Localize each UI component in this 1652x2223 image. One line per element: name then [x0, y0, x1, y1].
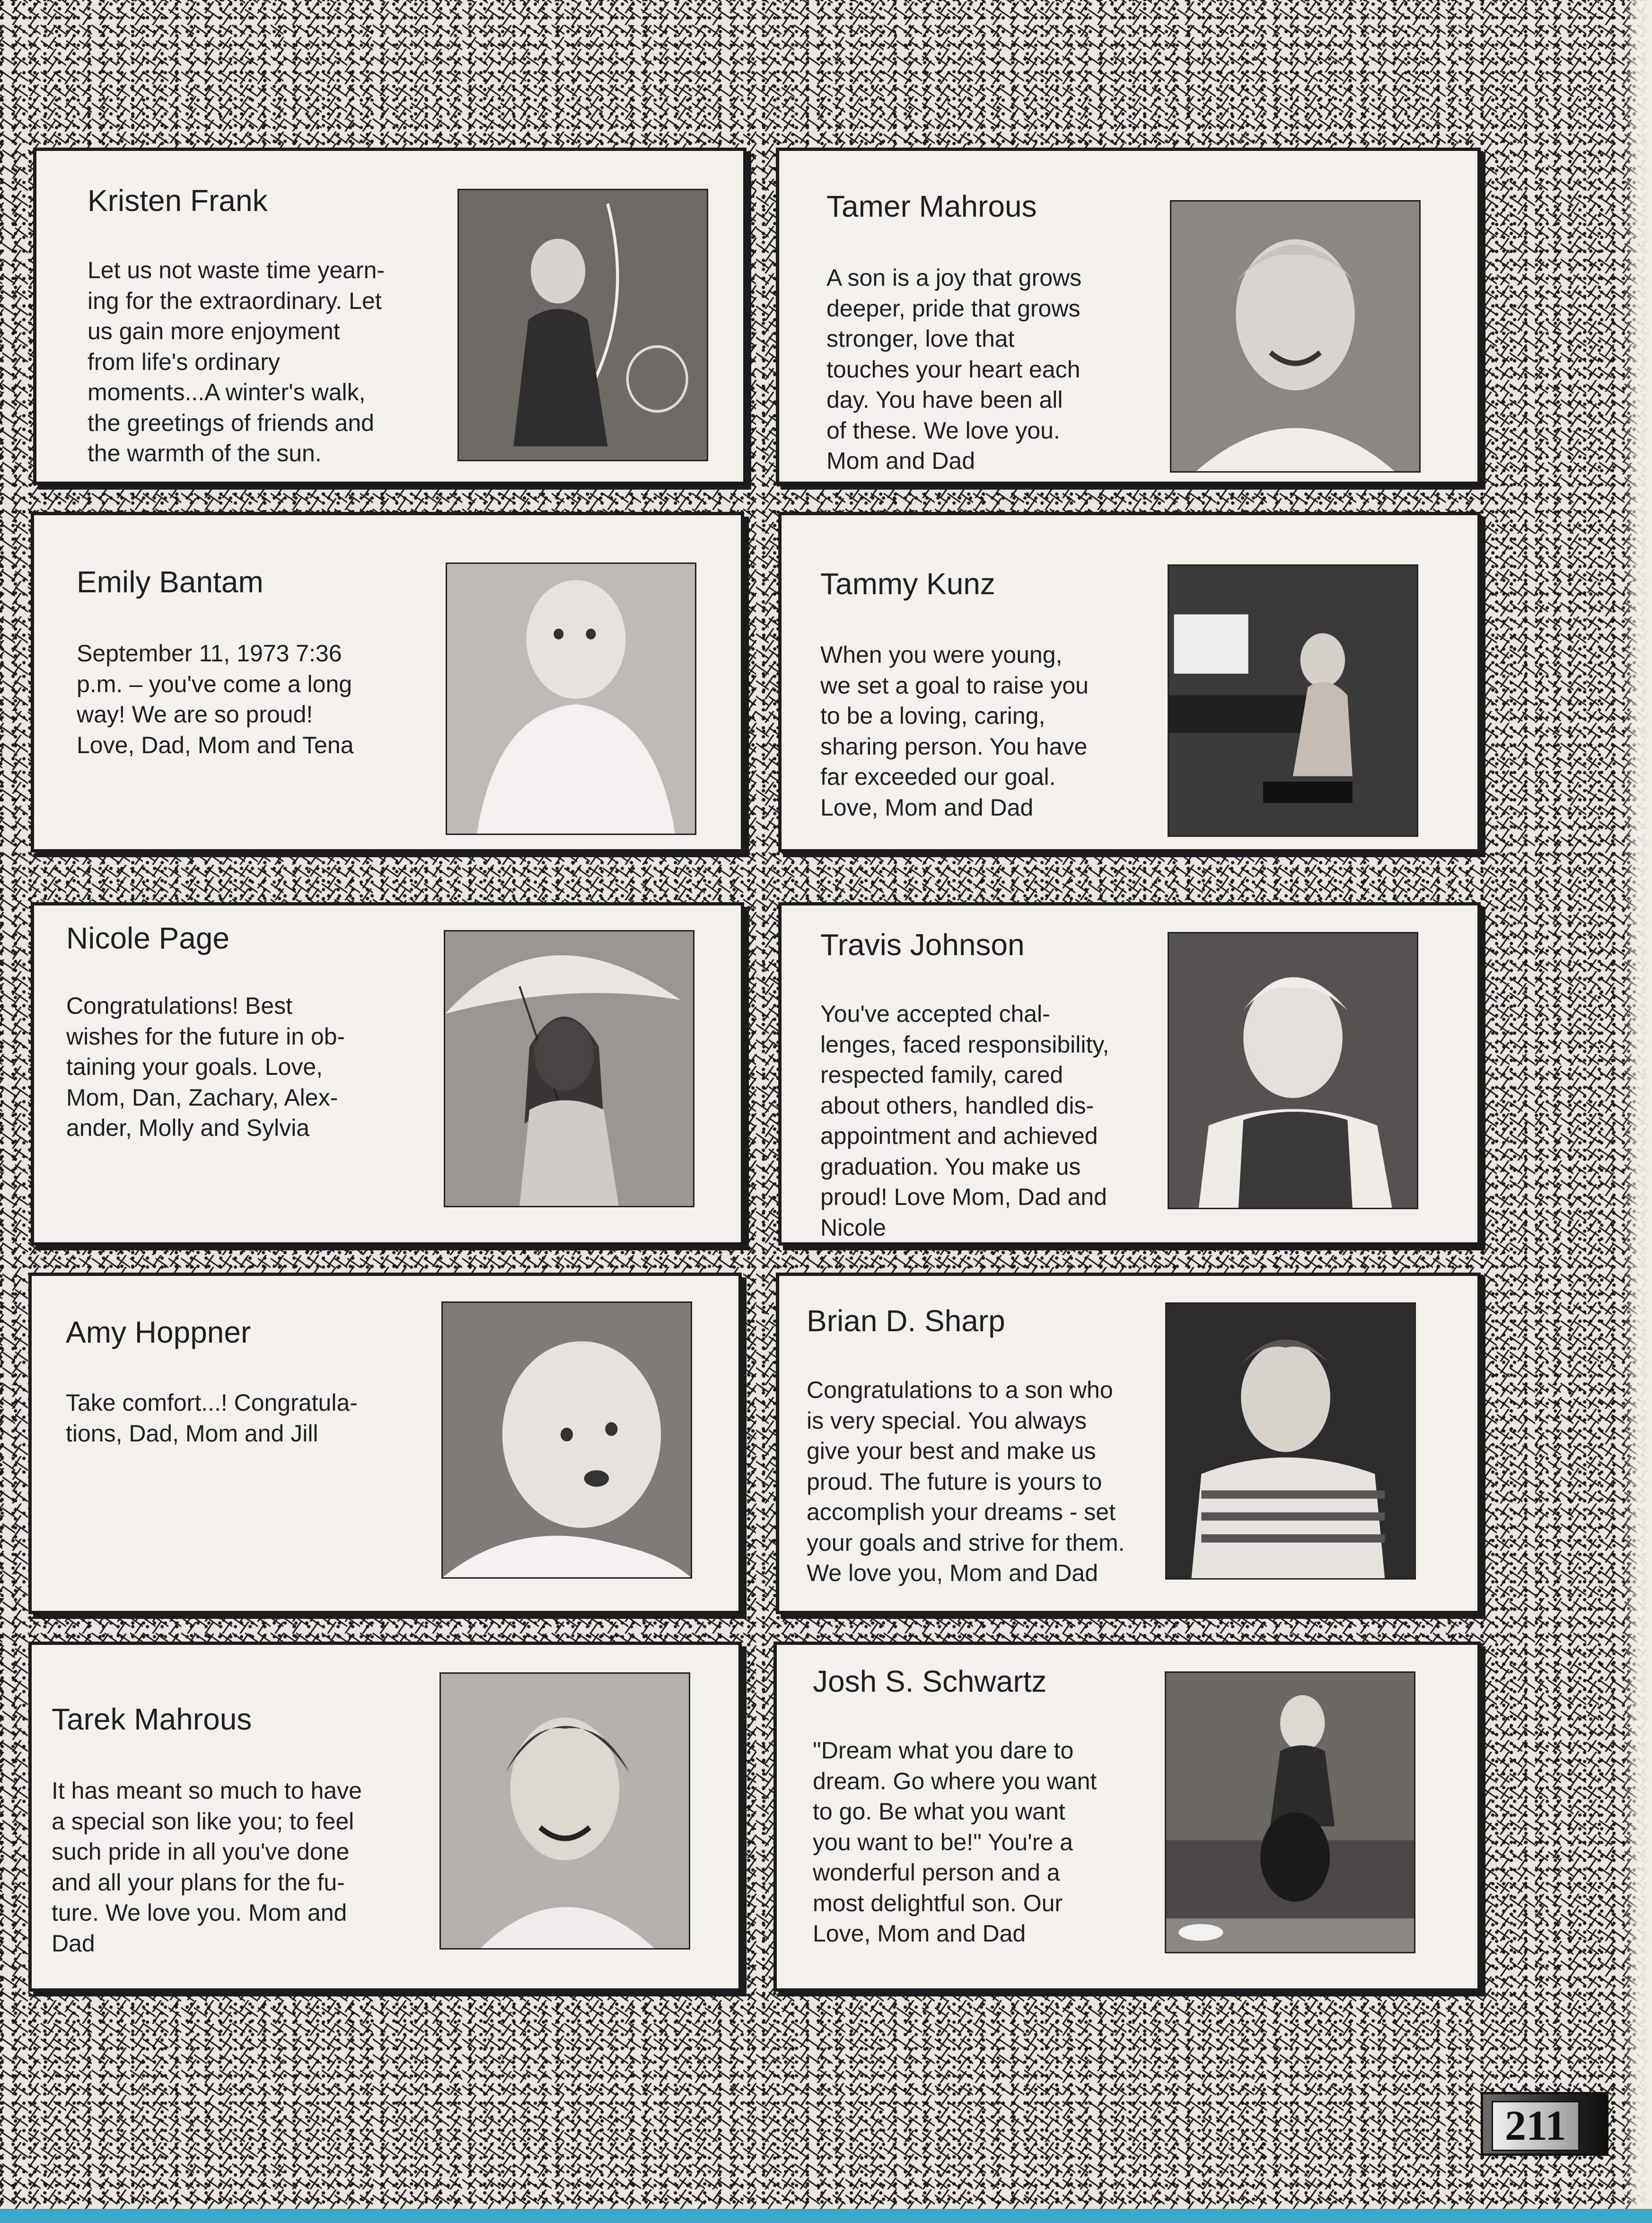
bottom-edge-strip [0, 2209, 1652, 2223]
student-name: Travis Johnson [820, 928, 1025, 962]
student-name: Josh S. Schwartz [813, 1664, 1047, 1698]
boy-portrait-photo [1170, 200, 1421, 473]
boy-with-dog-photo [1165, 1671, 1415, 1953]
student-name: Tammy Kunz [820, 567, 995, 601]
student-name: Emily Bantam [77, 565, 264, 599]
tribute-card-josh-s-schwartz [773, 1642, 1481, 1992]
binding-shadow [1624, 0, 1652, 2223]
tribute-card-travis-johnson [778, 902, 1481, 1246]
tribute-message: September 11, 1973 7:36 p.m. – you've come a long way! We are so proud! Love, Dad, Mom and Tena [77, 640, 354, 758]
child-with-telephone-photo [457, 189, 708, 461]
tribute-card-kristen-frank [33, 148, 747, 485]
tribute-message: A son is a joy that grows deeper, pride that grows stronger, love that touches your heart each day. You have been all of these. We love you. Mom and Dad [826, 264, 1082, 474]
tribute-message: When you were young, we set a goal to raise you to be a loving, caring, sharing person. You have far exceeded our goal. Love, Mom and Dad [820, 641, 1089, 821]
tribute-message: "Dream what you dare to dream. Go where you want to go. Be what you want you want to be!" You're a wonderful person and a most delightful son. Our Love, Mom and Dad [813, 1737, 1097, 1947]
student-name: Brian D. Sharp [807, 1304, 1005, 1338]
tribute-message: Let us not waste time yearn- ing for the extraordinary. Let us gain more enjoyment from life's ordinary moments...A winter's walk, the greetings of friends and the warmth of the sun. [88, 257, 385, 466]
tribute-message: Take comfort...! Congratula- tions, Dad, Mom and Jill [66, 1389, 358, 1447]
student-name: Kristen Frank [88, 184, 268, 218]
toddler-boy-photo [1168, 932, 1418, 1209]
tribute-message: Congratulations to a son who is very special. You always give your best and make us proud. The future is yours to accomplish your dreams - set your goals and strive for them. We love you, Mom and Dad [807, 1377, 1125, 1586]
student-name: Tamer Mahrous [826, 189, 1037, 223]
baby-portrait-photo [446, 562, 696, 835]
tribute-card-brian-d-sharp [776, 1273, 1481, 1614]
tribute-card-tammy-kunz [778, 512, 1481, 852]
tribute-card-tarek-mahrous [28, 1642, 742, 1992]
student-name: Amy Hoppner [66, 1315, 251, 1349]
tribute-card-nicole-page [31, 902, 744, 1246]
tribute-card-emily-bantam [31, 512, 744, 852]
tribute-message: You've accepted chal- lenges, faced responsibility, respected family, cared about others, handled dis- appointment and achieved graduation. You make us proud! Love Mom, Dad and Nicole [820, 1001, 1109, 1241]
tribute-message: It has meant so much to have a special son like you; to feel such pride in all you've done and all your plans for the fu- ture. We love you. Mom and Dad [52, 1777, 362, 1957]
toddler-striped-shirt-photo [1165, 1302, 1416, 1580]
boy-smiling-portrait-photo [439, 1672, 690, 1950]
tribute-message: Congratulations! Best wishes for the future in ob- taining your goals. Love, Mom, Dan, Zachary, Alex- ander, Molly and Sylvia [66, 993, 345, 1141]
girl-with-umbrella-photo [444, 930, 694, 1207]
student-name: Tarek Mahrous [52, 1702, 252, 1736]
tribute-card-tamer-mahrous [776, 148, 1481, 485]
page-number: 211 [1492, 2101, 1580, 2151]
student-name: Nicole Page [66, 921, 230, 955]
baby-closeup-photo [441, 1301, 692, 1579]
tribute-card-amy-hoppner [28, 1273, 742, 1614]
page-number-tab [1481, 2092, 1608, 2156]
girl-at-piano-photo [1168, 564, 1418, 837]
